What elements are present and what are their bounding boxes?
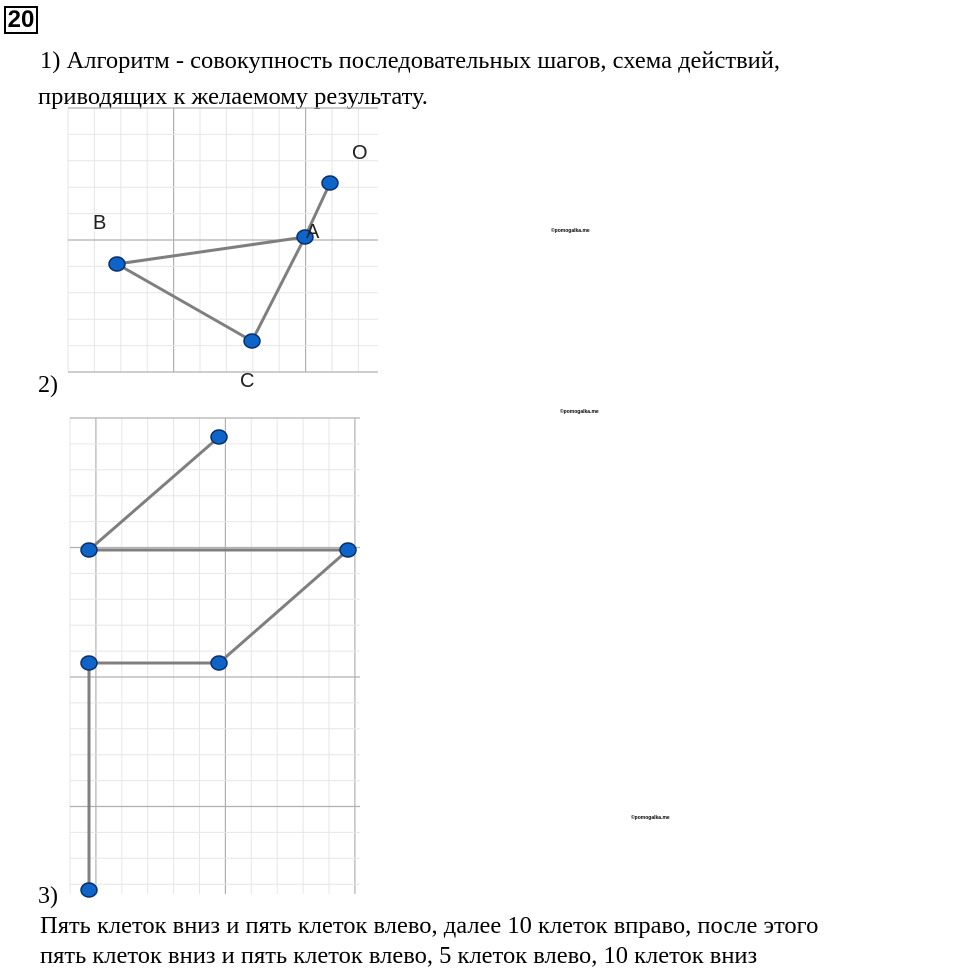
point-2 — [81, 543, 97, 557]
task-number: 20 — [4, 6, 38, 34]
part3-label: 3) — [38, 883, 58, 909]
point-o — [322, 176, 338, 190]
figure2-grid — [70, 418, 360, 894]
label-o: O — [352, 142, 368, 164]
point-4 — [211, 656, 227, 670]
label-a: A — [306, 221, 320, 243]
part1-line1: 1) Алгоритм - совокупность последовательных шагов, схема действий, — [40, 47, 781, 74]
figure1-edges — [117, 183, 330, 341]
watermark-2: ©pomogalka.me — [560, 409, 599, 415]
part1-line2: приводящих к желаемому результату. — [38, 83, 428, 110]
point-b — [109, 257, 125, 271]
point-5 — [81, 656, 97, 670]
part3-line1: Пять клеток вниз и пять клеток влево, далее 10 клеток вправо, после этого — [40, 912, 819, 939]
point-1 — [211, 430, 227, 444]
figure1-points — [109, 176, 338, 348]
point-6 — [81, 883, 97, 897]
part2-label: 2) — [38, 372, 58, 398]
label-b: B — [93, 212, 107, 234]
figure1-grid — [68, 108, 378, 372]
part3-line2: пять клеток вниз и пять клеток влево, 5 клеток влево, 10 клеток вниз — [40, 942, 758, 969]
point-3 — [340, 543, 356, 557]
edge-b-c — [117, 264, 252, 341]
edge-a-b — [117, 237, 305, 264]
label-c: C — [240, 370, 255, 392]
point-c — [244, 334, 260, 348]
watermark-3: ©pomogalka.me — [631, 815, 670, 821]
edge-c-a — [252, 237, 305, 341]
watermark-1: ©pomogalka.me — [551, 228, 590, 234]
